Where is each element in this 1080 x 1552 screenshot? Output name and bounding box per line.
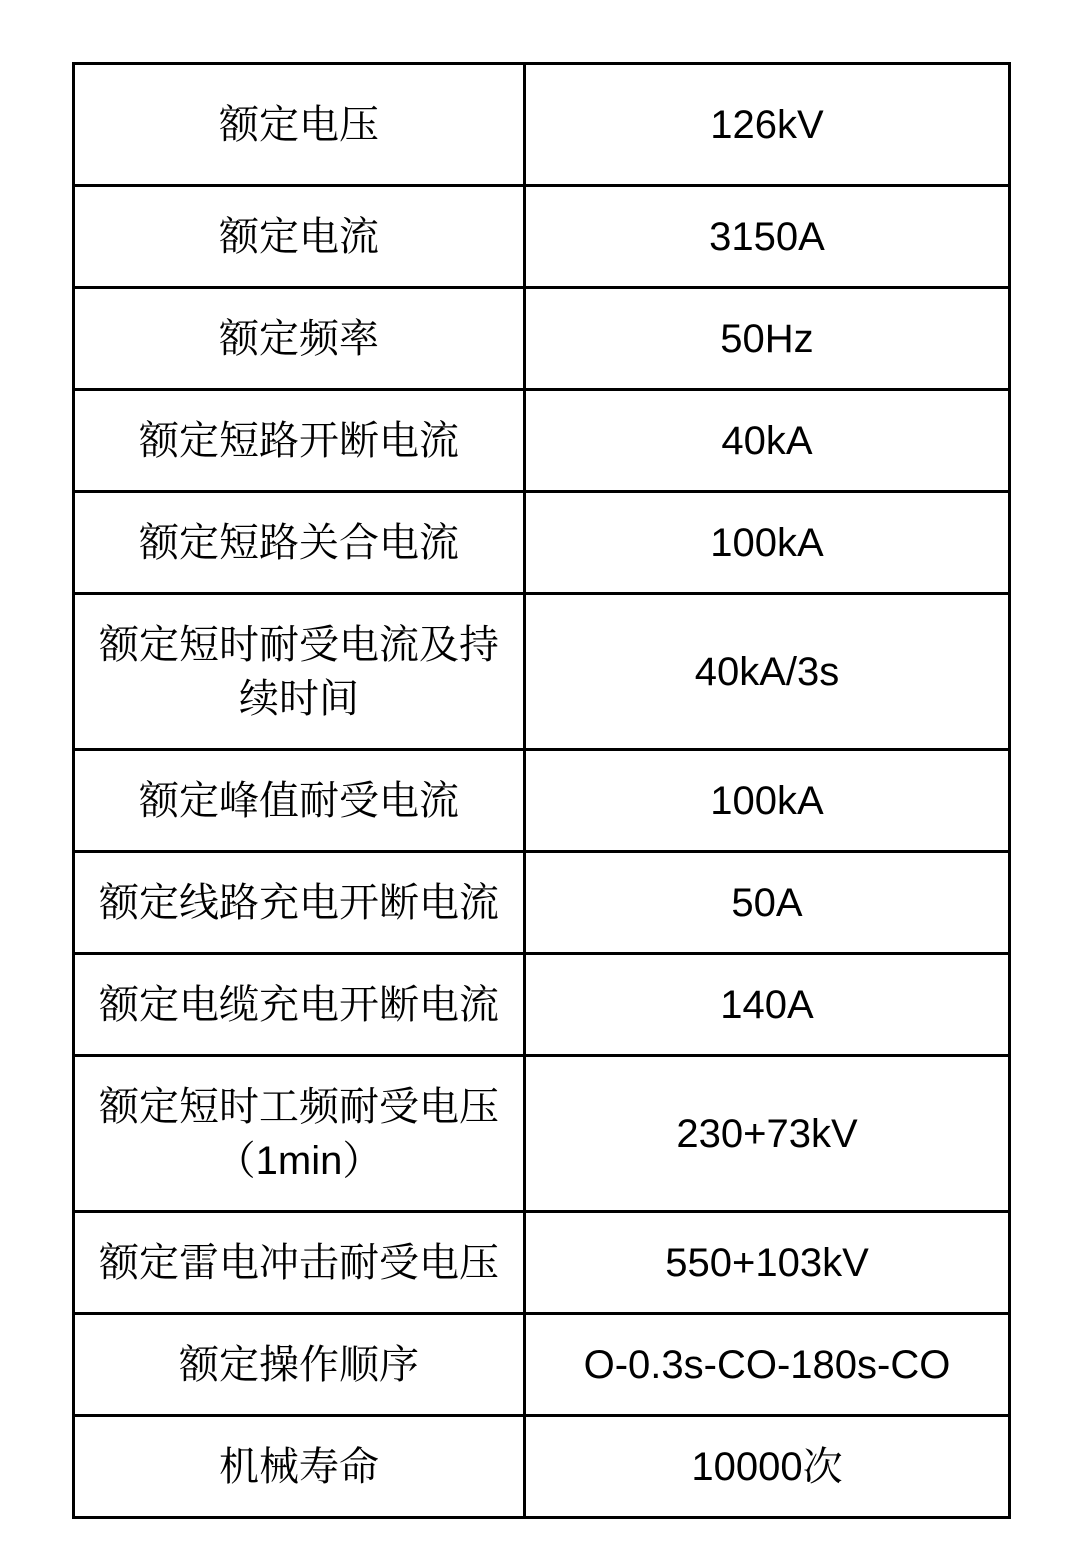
table-row [74, 186, 1010, 288]
spec-value: 550+103kV [525, 1212, 1010, 1314]
spec-label: 机械寿命 [74, 1416, 525, 1518]
spec-value: 3150A [525, 186, 1010, 288]
spec-value: 100kA [525, 492, 1010, 594]
spec-label: 额定线路充电开断电流 [74, 852, 525, 954]
table-row [74, 954, 1010, 1056]
table-row [74, 852, 1010, 954]
spec-value: 40kA/3s [525, 594, 1010, 750]
spec-label: 额定操作顺序 [74, 1314, 525, 1416]
spec-value: 50Hz [525, 288, 1010, 390]
table-row [74, 1056, 1010, 1212]
spec-label: 额定雷电冲击耐受电压 [74, 1212, 525, 1314]
spec-label: 额定短路关合电流 [74, 492, 525, 594]
spec-label: 额定频率 [74, 288, 525, 390]
table-row [74, 288, 1010, 390]
spec-value: 230+73kV [525, 1056, 1010, 1212]
spec-table [72, 62, 1011, 1519]
spec-value: 40kA [525, 390, 1010, 492]
table-row [74, 1314, 1010, 1416]
spec-value: O-0.3s-CO-180s-CO [525, 1314, 1010, 1416]
spec-label: 额定短路开断电流 [74, 390, 525, 492]
spec-label: 额定短时工频耐受电压（1min） [74, 1056, 525, 1212]
spec-value: 100kA [525, 750, 1010, 852]
table-row [74, 64, 1010, 186]
spec-label: 额定峰值耐受电流 [74, 750, 525, 852]
table-row [74, 390, 1010, 492]
spec-value: 10000次 [525, 1416, 1010, 1518]
table-row [74, 594, 1010, 750]
spec-label: 额定电缆充电开断电流 [74, 954, 525, 1056]
spec-value: 140A [525, 954, 1010, 1056]
spec-value: 50A [525, 852, 1010, 954]
table-row [74, 750, 1010, 852]
table-row [74, 1212, 1010, 1314]
spec-label: 额定电流 [74, 186, 525, 288]
table-row [74, 492, 1010, 594]
spec-value: 126kV [525, 64, 1010, 186]
table-row [74, 1416, 1010, 1518]
spec-label: 额定短时耐受电流及持续时间 [74, 594, 525, 750]
spec-label: 额定电压 [74, 64, 525, 186]
